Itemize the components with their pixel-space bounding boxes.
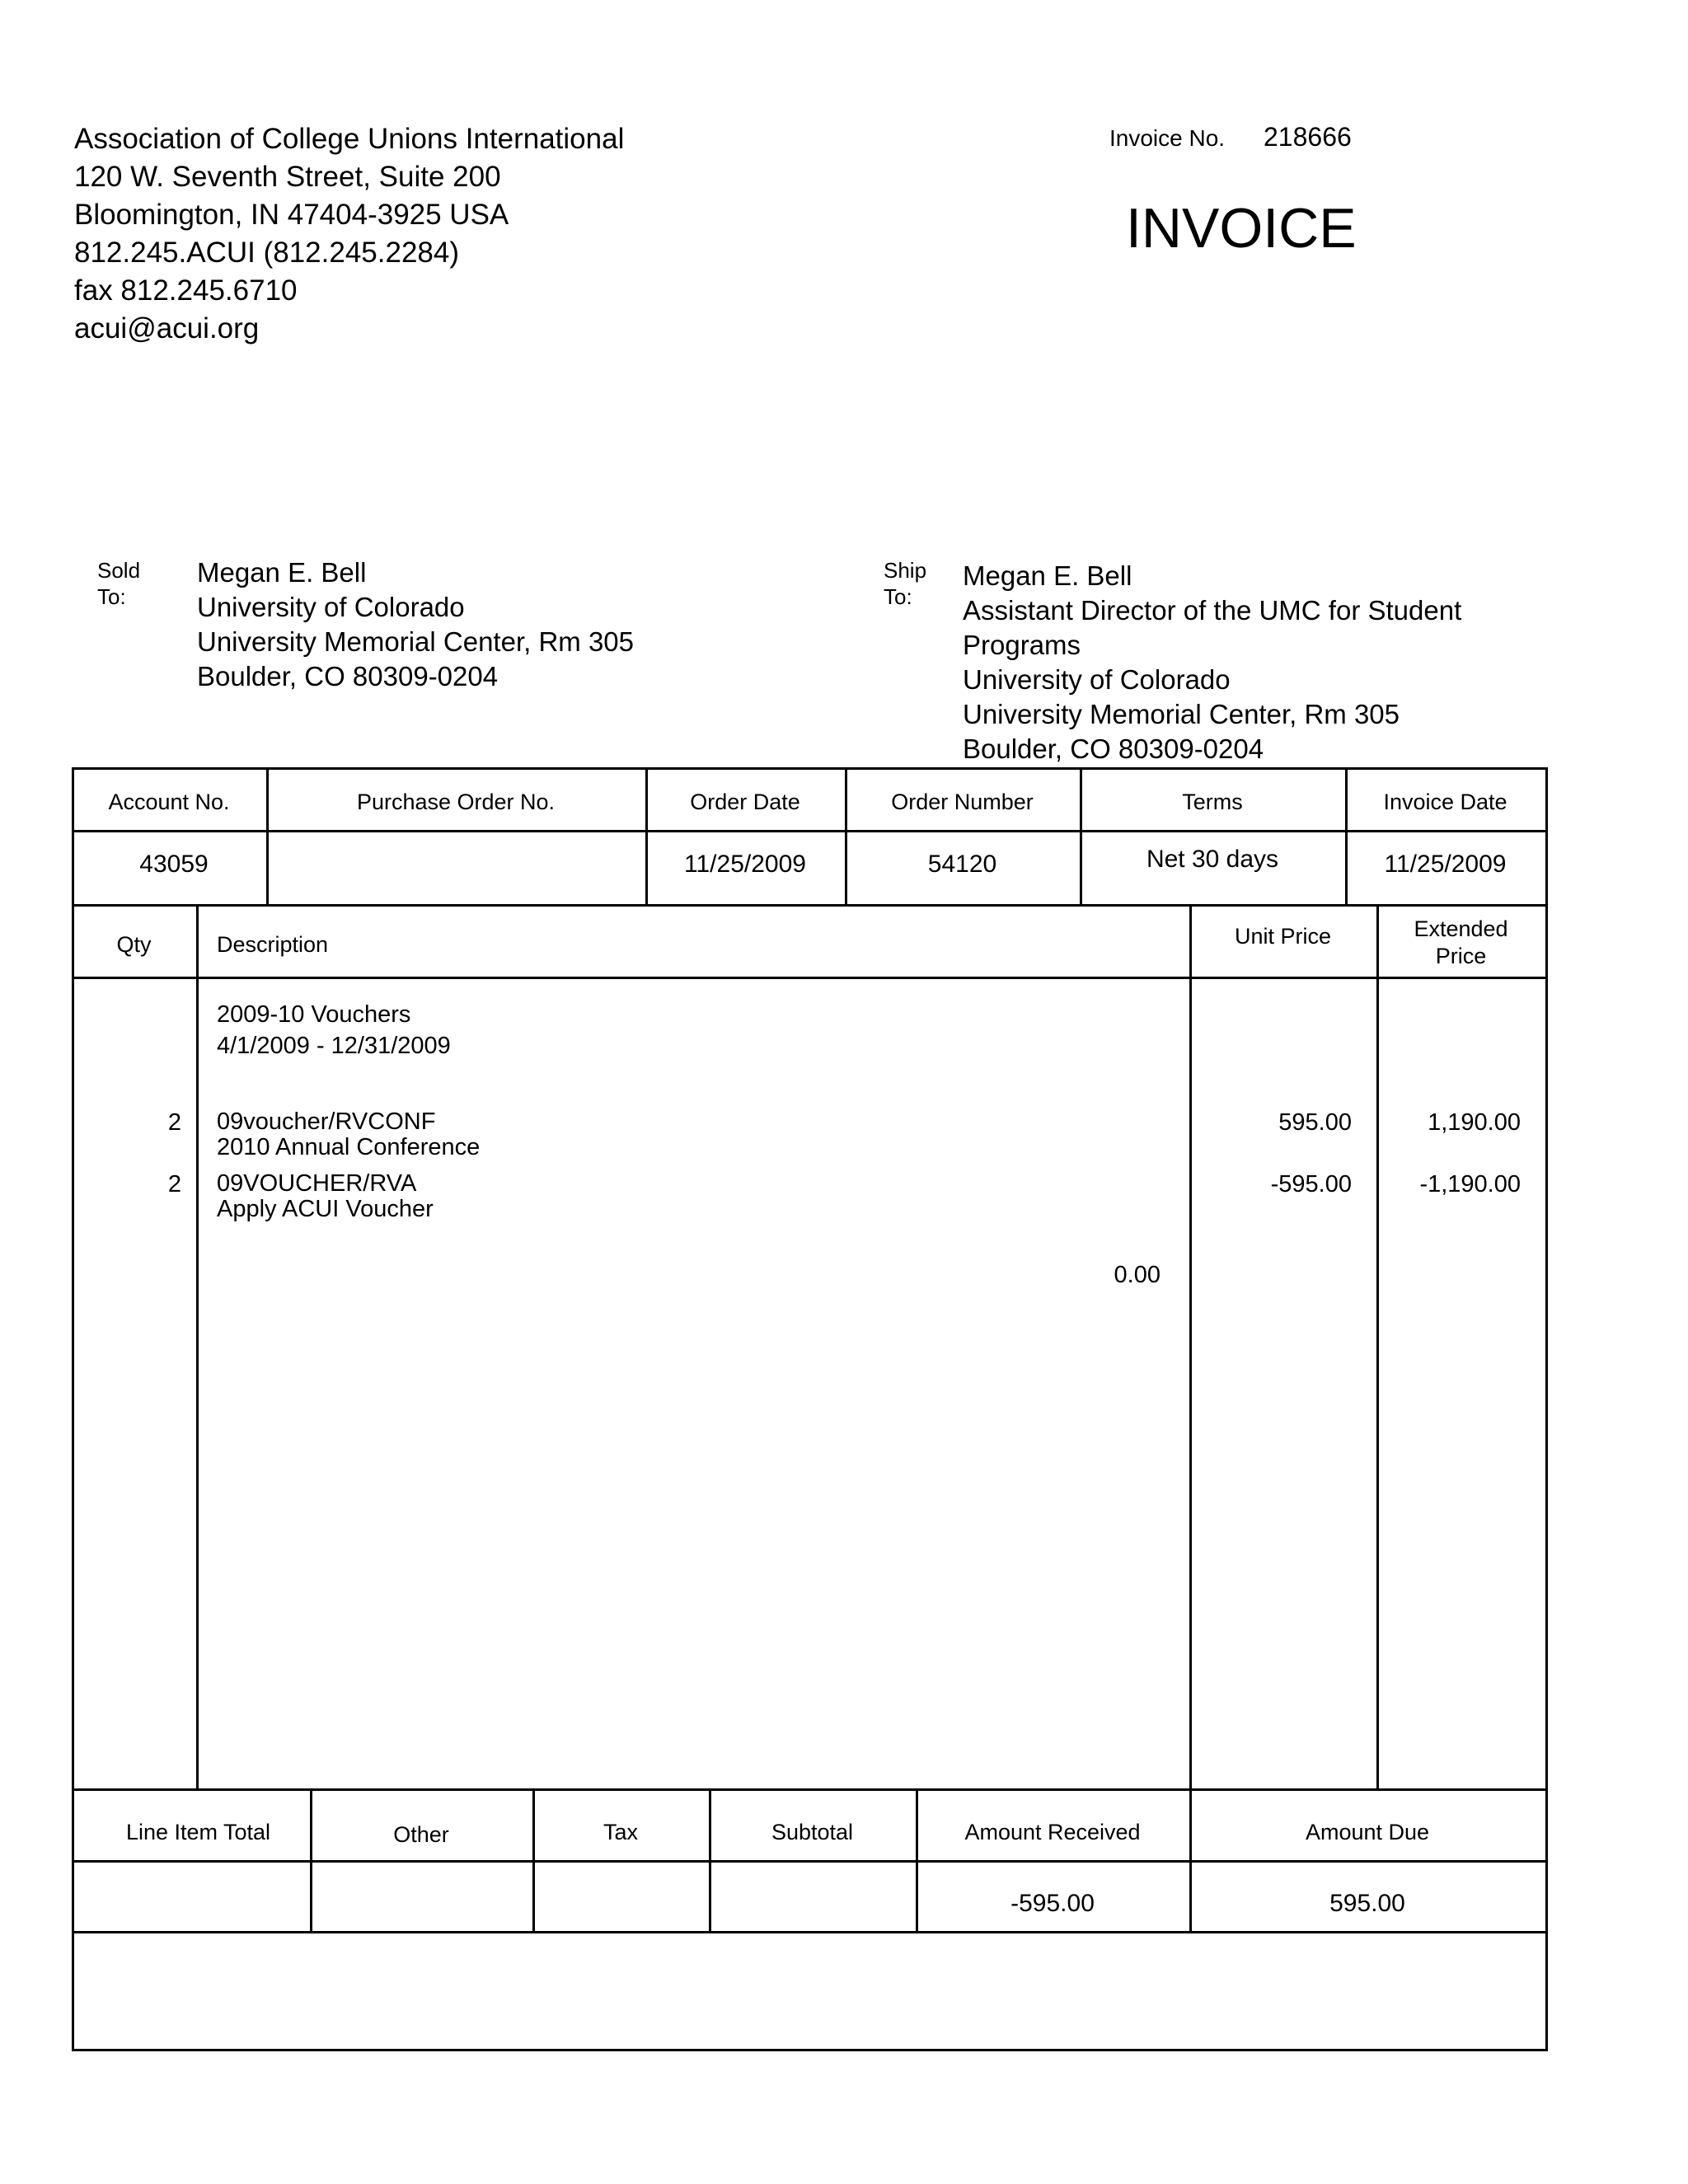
table-rule xyxy=(532,1788,535,1933)
amount-due-value: 595.00 xyxy=(1329,1890,1405,1917)
table-rule xyxy=(310,1788,312,1933)
sold-to-label: Sold To: xyxy=(97,558,141,609)
account-no-value: 43059 xyxy=(139,851,209,878)
ship-to-line: Boulder, CO 80309-0204 xyxy=(963,733,1264,764)
header-other: Other xyxy=(393,1822,449,1847)
header-order-number: Order Number xyxy=(891,790,1034,814)
sold-to-line: University Memorial Center, Rm 305 xyxy=(197,626,634,657)
item-code: 09voucher/RVCONF xyxy=(217,1108,436,1135)
table-rule xyxy=(709,1788,711,1933)
ship-to-line: Assistant Director of the UMC for Student xyxy=(963,595,1462,626)
invoice-number: 218666 xyxy=(1264,122,1352,152)
order-number-value: 54120 xyxy=(927,851,997,878)
ship-to-label: Ship To: xyxy=(884,558,927,609)
ship-to-line: University of Colorado xyxy=(963,664,1231,695)
header-po-no: Purchase Order No. xyxy=(356,790,556,814)
ship-to-line: Megan E. Bell xyxy=(963,560,1132,591)
item-extended-price: -1,190.00 xyxy=(1419,1171,1521,1197)
group-total: 0.00 xyxy=(1114,1262,1160,1288)
item-description: 2010 Annual Conference xyxy=(217,1134,481,1160)
table-rule xyxy=(1376,904,1379,1791)
table-rule xyxy=(72,1860,1548,1863)
item-qty: 2 xyxy=(167,1171,181,1197)
list-item xyxy=(217,1171,434,1222)
sold-to-address xyxy=(197,555,634,694)
ship-to-line: University Memorial Center, Rm 305 xyxy=(963,699,1400,729)
header-invoice-date: Invoice Date xyxy=(1383,790,1507,814)
org-phone: 812.245.ACUI (812.245.2284) xyxy=(74,237,459,269)
table-rule xyxy=(1189,904,1192,1791)
table-rule xyxy=(196,904,199,1791)
invoice-title: INVOICE xyxy=(1126,197,1357,260)
org-name: Association of College Unions International xyxy=(74,123,625,155)
header-subtotal: Subtotal xyxy=(771,1820,854,1844)
group-title: 2009-10 Vouchers xyxy=(217,1001,411,1028)
header-account-no: Account No. xyxy=(108,790,230,814)
table-rule xyxy=(1345,767,1348,906)
header-unit-price: Unit Price xyxy=(1234,924,1332,949)
header-description: Description xyxy=(217,932,329,957)
table-rule xyxy=(72,1788,1548,1791)
organization-block xyxy=(74,120,624,348)
header-terms: Terms xyxy=(1182,790,1243,814)
header-amount-received: Amount Received xyxy=(964,1820,1141,1844)
order-date-value: 11/25/2009 xyxy=(684,851,806,878)
sold-to-line: Boulder, CO 80309-0204 xyxy=(197,661,499,691)
table-rule xyxy=(845,767,847,906)
table-rule xyxy=(72,977,1548,979)
org-address-line2: Bloomington, IN 47404-3925 USA xyxy=(74,199,509,231)
sold-to-line: University of Colorado xyxy=(197,592,465,622)
table-rule xyxy=(645,767,648,906)
invoice-number-label: Invoice No. xyxy=(1109,125,1226,151)
item-unit-price: 595.00 xyxy=(1278,1109,1352,1136)
org-email: acui@acui.org xyxy=(74,312,260,344)
org-address-line1: 120 W. Seventh Street, Suite 200 xyxy=(74,161,501,193)
table-rule xyxy=(266,767,269,906)
group-period: 4/1/2009 - 12/31/2009 xyxy=(217,1033,451,1059)
ship-to-address xyxy=(963,559,1461,766)
table-rule xyxy=(72,767,1548,770)
table-rule xyxy=(72,767,74,2051)
header-line-item-total: Line Item Total xyxy=(125,1820,271,1844)
item-qty: 2 xyxy=(167,1109,181,1136)
table-rule xyxy=(72,2049,1548,2051)
org-fax: fax 812.245.6710 xyxy=(74,274,298,307)
item-code: 09VOUCHER/RVA xyxy=(217,1170,417,1197)
table-rule xyxy=(1545,767,1548,2051)
header-extended-price: Extended Price xyxy=(1414,916,1508,968)
header-qty: Qty xyxy=(116,932,152,957)
header-tax: Tax xyxy=(603,1820,639,1844)
sold-to-line: Megan E. Bell xyxy=(197,557,367,588)
header-order-date: Order Date xyxy=(690,790,800,814)
table-rule xyxy=(72,904,1548,907)
item-description: Apply ACUI Voucher xyxy=(217,1196,434,1222)
table-rule xyxy=(72,1931,1548,1933)
invoice-date-value: 11/25/2009 xyxy=(1384,851,1507,878)
header-amount-due: Amount Due xyxy=(1305,1820,1430,1844)
list-item xyxy=(217,1109,480,1160)
item-extended-price: 1,190.00 xyxy=(1428,1109,1521,1136)
voucher-group xyxy=(217,999,451,1062)
item-unit-price: -595.00 xyxy=(1270,1171,1352,1197)
table-rule xyxy=(1080,767,1082,906)
terms-value: Net 30 days xyxy=(1146,846,1279,873)
table-rule xyxy=(72,830,1548,832)
ship-to-line: Programs xyxy=(963,630,1081,660)
amount-received-value: -595.00 xyxy=(1010,1890,1095,1917)
